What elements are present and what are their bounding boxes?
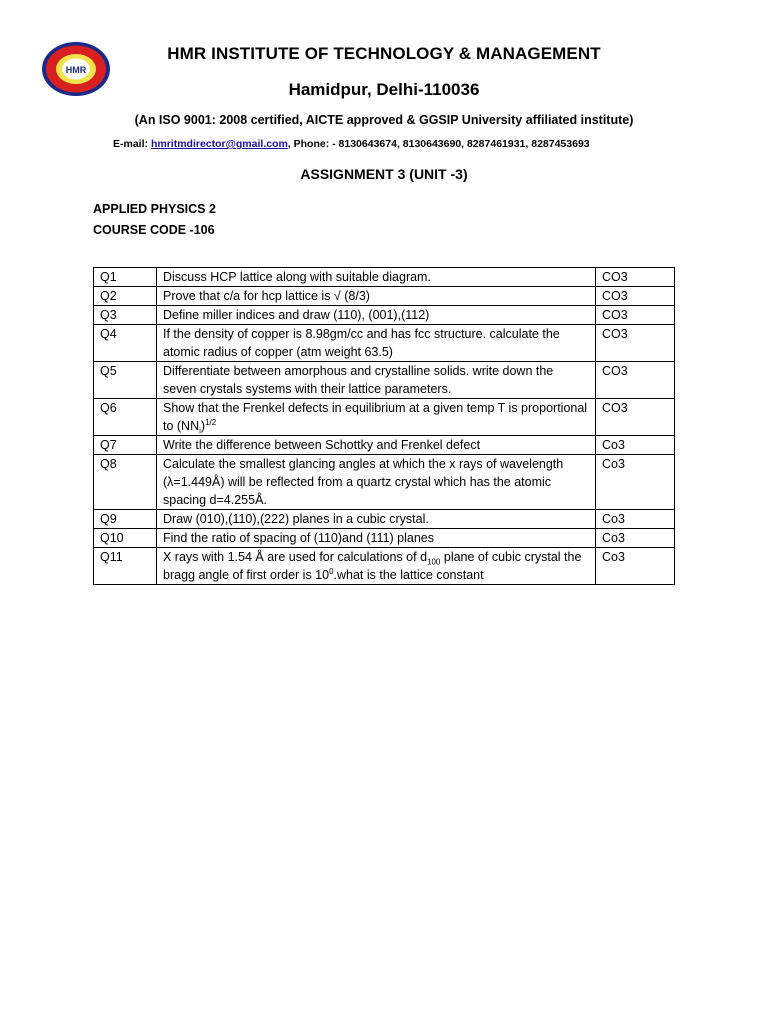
course-outcome: Co3	[596, 529, 675, 548]
questions-table	[93, 267, 675, 585]
course-outcome: CO3	[596, 325, 675, 362]
question-number: Q2	[94, 287, 157, 306]
course-outcome: Co3	[596, 436, 675, 455]
question-text: X rays with 1.54 Å are used for calculations of $d_{100}$ plane of cubic crystal the bragg angle of first order is $10^0.what$ is the lattice constant	[157, 548, 596, 585]
question-text: Write the difference between Schottky and Frenkel defect	[157, 436, 596, 455]
course-outcome: CO3	[596, 362, 675, 399]
question-text: Discuss HCP lattice along with suitable diagram.	[157, 268, 596, 287]
course-code: COURSE CODE -106	[93, 223, 215, 237]
question-text: Calculate the smallest glancing angles at which the x rays of wavelength (λ=1.449Å) will be reflected from a quartz crystal which has the atomic spacing d=4.255Å.	[157, 455, 596, 510]
email-link[interactable]: hmritmdirector@gmail.com	[150, 138, 288, 150]
question-number: Q6	[94, 399, 157, 436]
table-row	[94, 529, 675, 548]
course-outcome: Co3	[596, 510, 675, 529]
course-outcome: CO3	[596, 268, 675, 287]
svg-text:HMR: HMR	[65, 65, 87, 75]
table-row	[94, 325, 675, 362]
table-row	[94, 399, 675, 436]
table-row	[94, 510, 675, 529]
assignment-title: ASSIGNMENT 3 (UNIT -3)	[300, 166, 468, 182]
question-text: Draw (010),(110),(222) planes in a cubic crystal.	[157, 510, 596, 529]
course-outcome: Co3	[596, 455, 675, 510]
subject-name: APPLIED PHYSICS 2	[93, 202, 216, 216]
phone-numbers: , Phone: - 8130643674, 8130643690, 8287461931, 8287453693	[287, 138, 590, 150]
question-number: Q8	[94, 455, 157, 510]
question-text: Define miller indices and draw (110), (001),(112)	[157, 306, 596, 325]
question-text: Differentiate between amorphous and crystalline solids. write down the seven crystals systems with their lattice parameters.	[157, 362, 596, 399]
question-number: Q7	[94, 436, 157, 455]
table-row	[94, 436, 675, 455]
question-number: Q5	[94, 362, 157, 399]
question-text: Find the ratio of spacing of (110)and (111) planes	[157, 529, 596, 548]
institute-name: HMR INSTITUTE OF TECHNOLOGY & MANAGEMENT	[167, 44, 601, 63]
course-outcome: Co3	[596, 548, 675, 585]
question-number: Q1	[94, 268, 157, 287]
contact-line	[113, 138, 590, 150]
question-text: Show that the Frenkel defects in equilibrium at a given temp T is proportional to $(NN_i)^{1/2}$	[157, 399, 596, 436]
course-outcome: CO3	[596, 287, 675, 306]
question-number: Q11	[94, 548, 157, 585]
certification-line: (An ISO 9001: 2008 certified, AICTE approved & GGSIP University affiliated institute)	[134, 113, 634, 127]
course-outcome: CO3	[596, 399, 675, 436]
question-number: Q4	[94, 325, 157, 362]
table-row	[94, 548, 675, 585]
question-number: Q9	[94, 510, 157, 529]
table-row	[94, 287, 675, 306]
question-text: Prove that c/a for hcp lattice is √ (8/3)	[157, 287, 596, 306]
table-row	[94, 306, 675, 325]
table-row	[94, 455, 675, 510]
institute-address: Hamidpur, Delhi-110036	[288, 80, 480, 99]
email-label: E-mail:	[113, 138, 151, 150]
question-number: Q3	[94, 306, 157, 325]
table-row	[94, 268, 675, 287]
question-number: Q10	[94, 529, 157, 548]
table-row	[94, 362, 675, 399]
course-outcome: CO3	[596, 306, 675, 325]
subject-block	[93, 199, 216, 241]
question-text: If the density of copper is 8.98gm/cc and has fcc structure. calculate the atomic radius of copper (atm weight 63.5)	[157, 325, 596, 362]
